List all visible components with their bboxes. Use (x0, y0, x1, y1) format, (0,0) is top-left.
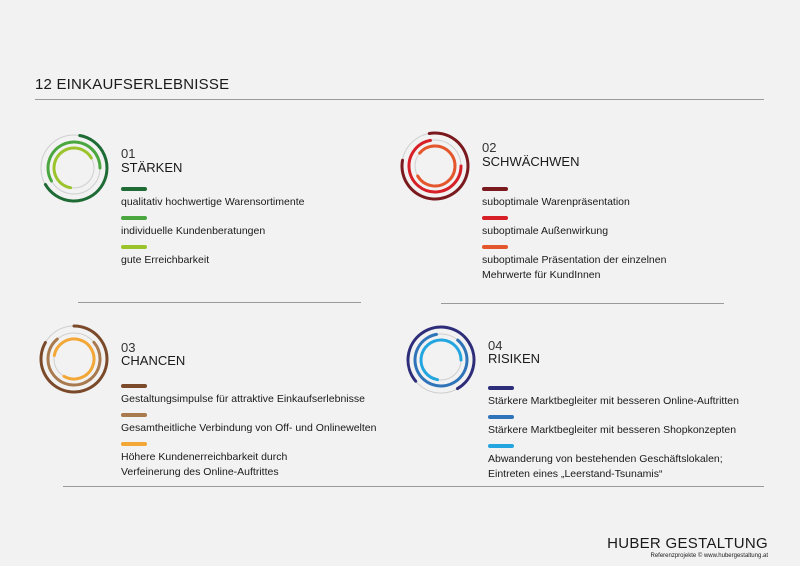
list-item (488, 386, 800, 409)
quadrant-heading: SCHWÄCHWEN (482, 154, 580, 169)
ring-icon (405, 324, 477, 396)
color-bar (482, 245, 508, 249)
ring-icon (38, 323, 110, 395)
list-item (121, 384, 441, 407)
list-item-text: Gestaltungsimpulse für attraktive Einkaufserlebnisse (121, 393, 365, 405)
color-bar (488, 444, 514, 448)
list-item (482, 245, 800, 283)
color-bar (488, 386, 514, 390)
quadrant-number: 03 (121, 340, 136, 355)
list-item (121, 413, 441, 436)
quadrant-heading: CHANCEN (121, 353, 186, 368)
page-title: 12 EINKAUFSERLEBNISSE (35, 76, 230, 93)
list-item-text: Stärkere Marktbegleiter mit besseren Shopkonzepten (488, 424, 737, 436)
color-bar (121, 187, 147, 191)
list-item-text: gute Erreichbarkeit (121, 254, 210, 266)
list-item-text: Abwanderung von bestehenden Geschäftslokalen; Eintreten eines „Leerstand-Tsunamis“ (488, 453, 723, 480)
list-item-text: Gesamtheitliche Verbindung von Off- und Onlinewelten (121, 422, 377, 434)
color-bar (121, 216, 147, 220)
list-item-text: Stärkere Marktbegleiter mit besseren Online-Auftritten (488, 395, 739, 407)
list-item-text: individuelle Kundenberatungen (121, 225, 266, 237)
brand-footer (607, 536, 768, 560)
list-item-text: Höhere Kundenerreichbarkeit durch Verfeinerung des Online-Auftrittes (121, 451, 288, 478)
quadrant-number: 02 (482, 140, 497, 155)
divider-mid-right (441, 303, 724, 304)
list-item (482, 216, 800, 239)
ring-icon (399, 130, 471, 202)
color-bar (121, 413, 147, 417)
list-item (482, 187, 800, 210)
list-item (121, 442, 441, 480)
divider-top (35, 99, 764, 100)
color-bar (121, 442, 147, 446)
list-item-text: suboptimale Außenwirkung (482, 225, 609, 237)
list-item (121, 187, 441, 210)
divider-mid-left (78, 302, 361, 303)
quadrant-heading: STÄRKEN (121, 160, 183, 175)
quadrant-heading: RISIKEN (488, 351, 541, 366)
list-item (488, 444, 800, 482)
brand-name: HUBER GESTALTUNG (607, 535, 768, 552)
list-item (488, 415, 800, 438)
list-item (121, 245, 441, 268)
color-bar (482, 216, 508, 220)
list-item-text: suboptimale Präsentation der einzelnen Mehrwerte für KundInnen (482, 254, 667, 281)
color-bar (121, 245, 147, 249)
list-item (121, 216, 441, 239)
color-bar (488, 415, 514, 419)
ring-icon (38, 132, 110, 204)
list-item-text: qualitativ hochwertige Warensortimente (121, 196, 305, 208)
color-bar (482, 187, 508, 191)
quadrant-number: 04 (488, 338, 503, 353)
color-bar (121, 384, 147, 388)
quadrant-number: 01 (121, 146, 136, 161)
brand-tagline: Referenzprojekte © www.hubergestaltung.at (650, 553, 768, 559)
list-item-text: suboptimale Warenpräsentation (482, 196, 630, 208)
